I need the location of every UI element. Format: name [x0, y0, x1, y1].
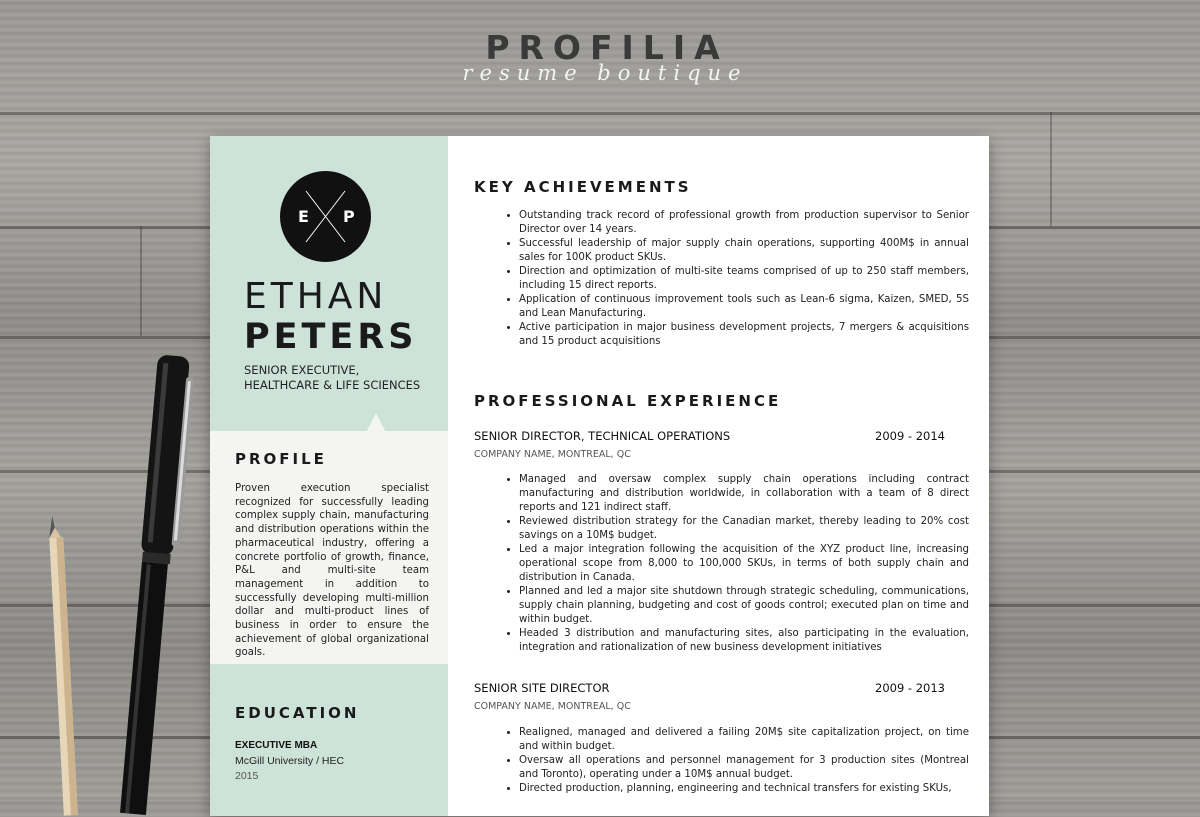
job-role: [244, 363, 420, 393]
education-degree: EXECUTIVE MBA: [235, 740, 318, 751]
job-company: COMPANY NAME, MONTREAL, QC: [474, 449, 631, 460]
brand-logo: [0, 28, 1200, 85]
role-line: SENIOR EXECUTIVE,: [244, 363, 360, 377]
resume-main: [448, 136, 989, 816]
achievements-list: [492, 209, 969, 349]
achievement-item: • Successful leadership of major supply chain operations, supporting 400M$ in annual sales for 100K product SKUs.: [519, 237, 969, 265]
job-bullet: • Oversaw all operations and personnel management for 3 production sites (Montreal and Toronto), operating under a 10M$ annual budget.: [519, 754, 969, 782]
wood-plank-seam: [0, 112, 1200, 115]
achievements-heading: KEY ACHIEVEMENTS: [474, 178, 692, 196]
job-bullet: • Managed and oversaw complex supply chain operations including contract manufacturing and distribution worldwide, in collaboration with a team of 8 direct reports and 121 indirect staff.: [519, 473, 969, 515]
achievement-item: • Active participation in major business development projects, 7 mergers & acquisitions and 15 product acquisitions: [519, 321, 969, 349]
wood-plank-seam: [1050, 112, 1052, 226]
first-name: ETHAN: [244, 276, 388, 317]
resume-sidebar: [210, 136, 448, 816]
job-bullet: • Reviewed distribution strategy for the Canadian market, thereby leading to 20% cost savings on a 10M$ budget.: [519, 515, 969, 543]
job-years: 2009 - 2014: [875, 429, 945, 443]
job-title: SENIOR SITE DIRECTOR: [474, 681, 610, 695]
job-bullet: • Realigned, managed and delivered a failing 20M$ site capitalization project, on time and within budget.: [519, 726, 969, 754]
achievement-item: • Outstanding track record of professional growth from production supervisor to Senior Director over 14 years.: [519, 209, 969, 237]
last-name: PETERS: [244, 317, 418, 357]
achievement-item: • Direction and optimization of multi-site teams comprised of up to 250 staff members, including 15 direct reports.: [519, 265, 969, 293]
job-bullets: [492, 473, 969, 655]
job-bullet: • Led a major integration following the acquisition of the XYZ product line, increasing operational scope from 8,000 to 100,000 SKUs, in terms of both supply chain and distribution in Canada.: [519, 543, 969, 585]
monogram-initial-first: E: [298, 207, 309, 226]
job-bullets: [492, 726, 969, 796]
job-company: COMPANY NAME, MONTREAL, QC: [474, 701, 631, 712]
profile-text: Proven execution specialist recognized for successfully leading complex supply chain, manufacturing and distribution operations within the pharmaceutical industry, offering a concrete portfolio of growth, finance, P&L and multi-site team management in addition to successfully developing multi-million dollar and multi-product lines of business in order to ensure the achievement of global organizational goals.: [235, 483, 429, 659]
job-years: 2009 - 2013: [875, 681, 945, 695]
role-line: HEALTHCARE & LIFE SCIENCES: [244, 378, 421, 392]
pen-illustration: [100, 353, 212, 817]
job-title: SENIOR DIRECTOR, TECHNICAL OPERATIONS: [474, 429, 731, 443]
pencil-illustration: [44, 514, 100, 816]
brand-tagline: resume boutique: [462, 61, 748, 85]
profile-heading: PROFILE: [235, 450, 327, 468]
monogram-cross-lines: [280, 171, 371, 262]
wood-plank-seam: [140, 226, 142, 336]
achievement-item: • Application of continuous improvement tools such as Lean-6 sigma, Kaizen, SMED, 5S and Lean Manufacturing.: [519, 293, 969, 321]
job-bullet: • Directed production, planning, engineering and technical transfers for existing SKUs,: [519, 782, 969, 796]
monogram-logo: [280, 171, 371, 262]
brand-name: PROFILIA: [485, 28, 729, 67]
panel-notch: [367, 413, 385, 431]
education-heading: EDUCATION: [235, 704, 360, 722]
job-bullet: • Planned and led a major site shutdown through strategic scheduling, communications, supply chain planning, budgeting and cost of goods control; executed plan on time and within budget.: [519, 585, 969, 627]
resume-page: [210, 136, 989, 816]
education-year: 2015: [235, 770, 259, 782]
job-bullet: • Headed 3 distribution and manufacturing sites, also participating in the evaluation, integration and rationalization of new business development initiatives: [519, 627, 969, 655]
experience-heading: PROFESSIONAL EXPERIENCE: [474, 392, 782, 410]
education-school: McGill University / HEC: [235, 755, 345, 767]
monogram-initial-last: P: [343, 207, 355, 226]
